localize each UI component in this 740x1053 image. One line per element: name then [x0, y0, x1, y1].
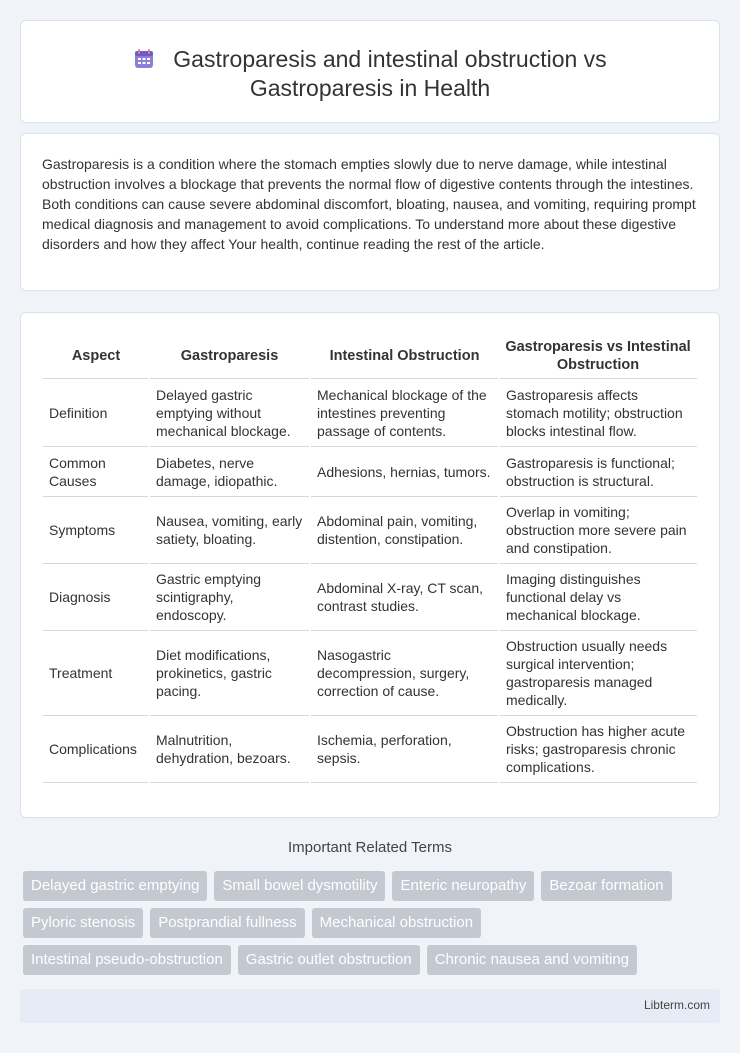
row-aspect: Complications: [43, 716, 149, 783]
clipboard-calendar-icon: [133, 48, 155, 70]
header-intestinal-obstruction: Intestinal Obstruction: [310, 330, 499, 379]
row-obstruction: Adhesions, hernias, tumors.: [310, 447, 499, 497]
row-comparison: Imaging distinguishes functional delay vs mechanical blockage.: [499, 564, 697, 631]
tag-mechanical-obstruction[interactable]: Mechanical obstruction: [312, 908, 481, 938]
header-aspect: Aspect: [43, 330, 149, 379]
row-gastroparesis: Diabetes, nerve damage, idiopathic.: [149, 447, 310, 497]
tag-row: [23, 945, 723, 975]
row-gastroparesis: Gastric emptying scintigraphy, endoscopy.: [149, 564, 310, 631]
tag-enteric-neuropathy[interactable]: Enteric neuropathy: [392, 871, 534, 901]
row-comparison: Gastroparesis affects stomach motility; obstruction blocks intestinal flow.: [499, 379, 697, 447]
row-gastroparesis: Nausea, vomiting, early satiety, bloating.: [149, 497, 310, 564]
tag-delayed-gastric-emptying[interactable]: Delayed gastric emptying: [23, 871, 207, 901]
tag-row: [23, 908, 723, 938]
title-card: [20, 20, 720, 123]
row-gastroparesis: Delayed gastric emptying without mechanical blockage.: [149, 379, 310, 447]
intro-card: [20, 133, 720, 291]
row-gastroparesis: Diet modifications, prokinetics, gastric pacing.: [149, 631, 310, 716]
table-row: [43, 447, 697, 497]
row-aspect: Definition: [43, 379, 149, 447]
tag-small-bowel-dysmotility[interactable]: Small bowel dysmotility: [214, 871, 385, 901]
tag-row: [23, 871, 723, 901]
tag-intestinal-pseudo-obstruction[interactable]: Intestinal pseudo-obstruction: [23, 945, 231, 975]
row-comparison: Gastroparesis is functional; obstruction is structural.: [499, 447, 697, 497]
tag-postprandial-fullness[interactable]: Postprandial fullness: [150, 908, 304, 938]
related-terms-tags: [23, 871, 723, 982]
row-comparison: Obstruction usually needs surgical intervention; gastroparesis managed medically.: [499, 631, 697, 716]
related-terms-title: Important Related Terms: [288, 839, 452, 856]
table-row: [43, 631, 697, 716]
header-gastroparesis: Gastroparesis: [149, 330, 310, 379]
title-line-2: Gastroparesis in Health: [249, 75, 491, 101]
row-obstruction: Abdominal X-ray, CT scan, contrast studies.: [310, 564, 499, 631]
row-comparison: Overlap in vomiting; obstruction more severe pain and constipation.: [499, 497, 697, 564]
table-row: [43, 564, 697, 631]
row-obstruction: Abdominal pain, vomiting, distention, constipation.: [310, 497, 499, 564]
row-aspect: Treatment: [43, 631, 149, 716]
table-row: [43, 716, 697, 783]
row-aspect: Common Causes: [43, 447, 149, 497]
tag-chronic-nausea-and-vomiting[interactable]: Chronic nausea and vomiting: [427, 945, 637, 975]
tag-pyloric-stenosis[interactable]: Pyloric stenosis: [23, 908, 143, 938]
table-header-row: [43, 330, 697, 379]
footer-site-link[interactable]: Libterm.com: [643, 998, 710, 1012]
title-line-1: Gastroparesis and intestinal obstruction vs: [173, 46, 607, 72]
row-obstruction: Ischemia, perforation, sepsis.: [310, 716, 499, 783]
table-row: [43, 379, 697, 447]
tag-bezoar-formation[interactable]: Bezoar formation: [541, 871, 671, 901]
table-row: [43, 497, 697, 564]
row-obstruction: Nasogastric decompression, surgery, correction of cause.: [310, 631, 499, 716]
row-comparison: Obstruction has higher acute risks; gastroparesis chronic complications.: [499, 716, 697, 783]
header-comparison: Gastroparesis vs Intestinal Obstruction: [499, 330, 697, 379]
intro-text: Gastroparesis is a condition where the stomach empties slowly due to nerve damage, while intestinal obstruction involves a blockage that prevents the normal flow of digestive contents through the intestines. Both conditions can cause severe abdominal discomfort, bloating, nausea, and vomiting, requiring prompt medical diagnosis and management to avoid complications. To understand more about these digestive disorders and how they affect Your health, continue reading the rest of the article.: [42, 156, 696, 252]
row-aspect: Symptoms: [43, 497, 149, 564]
tag-gastric-outlet-obstruction[interactable]: Gastric outlet obstruction: [238, 945, 420, 975]
comparison-table: [43, 330, 697, 783]
page-title: [21, 45, 719, 103]
row-gastroparesis: Malnutrition, dehydration, bezoars.: [149, 716, 310, 783]
comparison-table-card: [20, 312, 720, 818]
row-aspect: Diagnosis: [43, 564, 149, 631]
footer: [20, 989, 720, 1023]
row-obstruction: Mechanical blockage of the intestines preventing passage of contents.: [310, 379, 499, 447]
